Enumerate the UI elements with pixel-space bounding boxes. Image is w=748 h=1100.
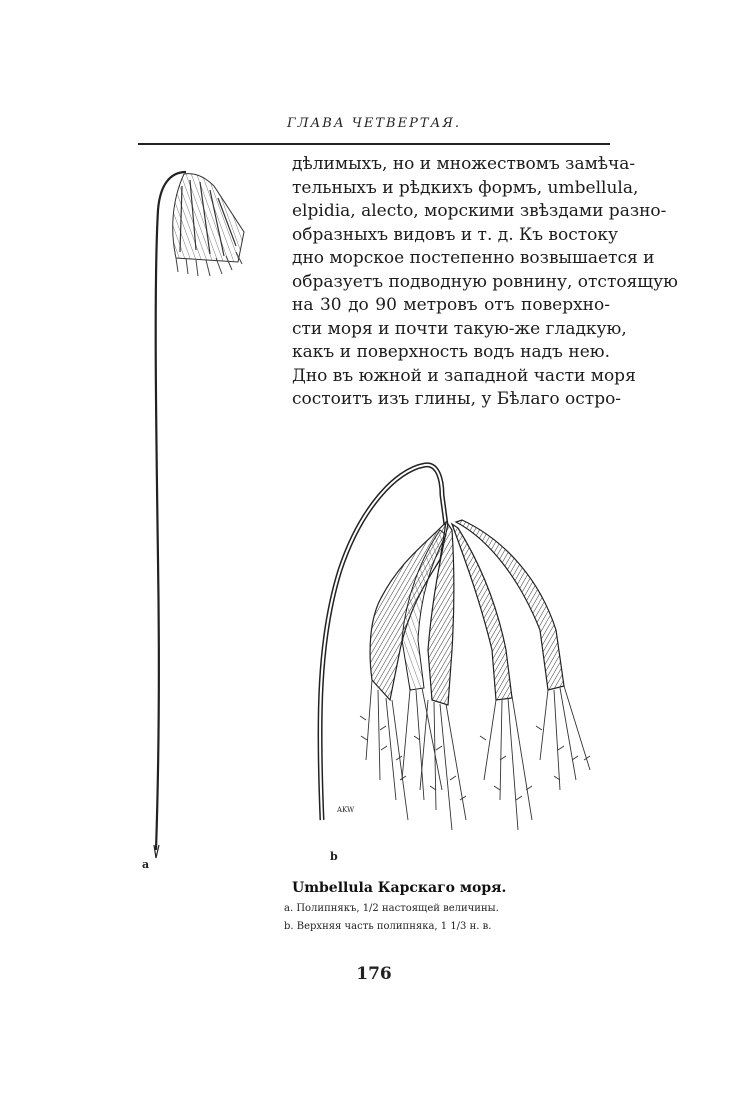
text-line: на 30 до 90 метровъ отъ поверхно- <box>292 295 610 315</box>
caption-a-suffix: настоящей величины. <box>378 903 499 914</box>
caption-line-b <box>284 921 491 932</box>
figure-b-tentacles <box>360 680 590 830</box>
page-number: 176 <box>356 964 392 984</box>
text-line: дно морское постепенно возвышается и <box>292 248 655 268</box>
caption-a-fraction: 1/2 <box>362 903 379 914</box>
text-line: какъ и поверхность водъ надъ нею. <box>292 342 610 362</box>
text-line: состоитъ изъ глины, у Бѣлаго остро- <box>292 389 622 409</box>
caption-b-fraction: 1 1/3 <box>440 921 467 932</box>
text-line: сти моря и почти такую-же гладкую, <box>292 318 627 339</box>
text-line: дѣлимыхъ, но и множествомъ замѣча- <box>292 154 636 174</box>
caption-a-prefix: a. Полипнякъ, <box>284 903 363 914</box>
text-line: образуетъ подводную ровнину, отстоящую <box>292 271 678 292</box>
caption-b-prefix: b. Верхняя часть полипняка, <box>284 921 441 932</box>
figure-a-polyp-head <box>173 174 244 276</box>
text-line: тельныхъ и рѣдкихъ формъ, umbellula, <box>292 177 639 198</box>
figure-a-colony <box>154 172 244 858</box>
figure-label-a: a <box>142 858 150 871</box>
text-line: Дно въ южной и западной части моря <box>292 365 636 386</box>
caption-line-a <box>284 903 499 914</box>
figure-b-colony <box>320 465 590 830</box>
caption-title: Umbellula Карскаго моря. <box>292 880 507 896</box>
figure-label-b: b <box>330 850 338 863</box>
text-line: elpidia, alecto, морскими звѣздами разно- <box>292 201 667 221</box>
engraver-signature: AKW <box>337 806 355 814</box>
figure-a-stalk <box>156 172 186 850</box>
text-line: образныхъ видовъ и т. д. Къ востоку <box>292 224 619 245</box>
running-header: ГЛАВА ЧЕТВЕРТАЯ. <box>287 116 461 131</box>
caption-b-suffix: н. в. <box>466 921 492 932</box>
